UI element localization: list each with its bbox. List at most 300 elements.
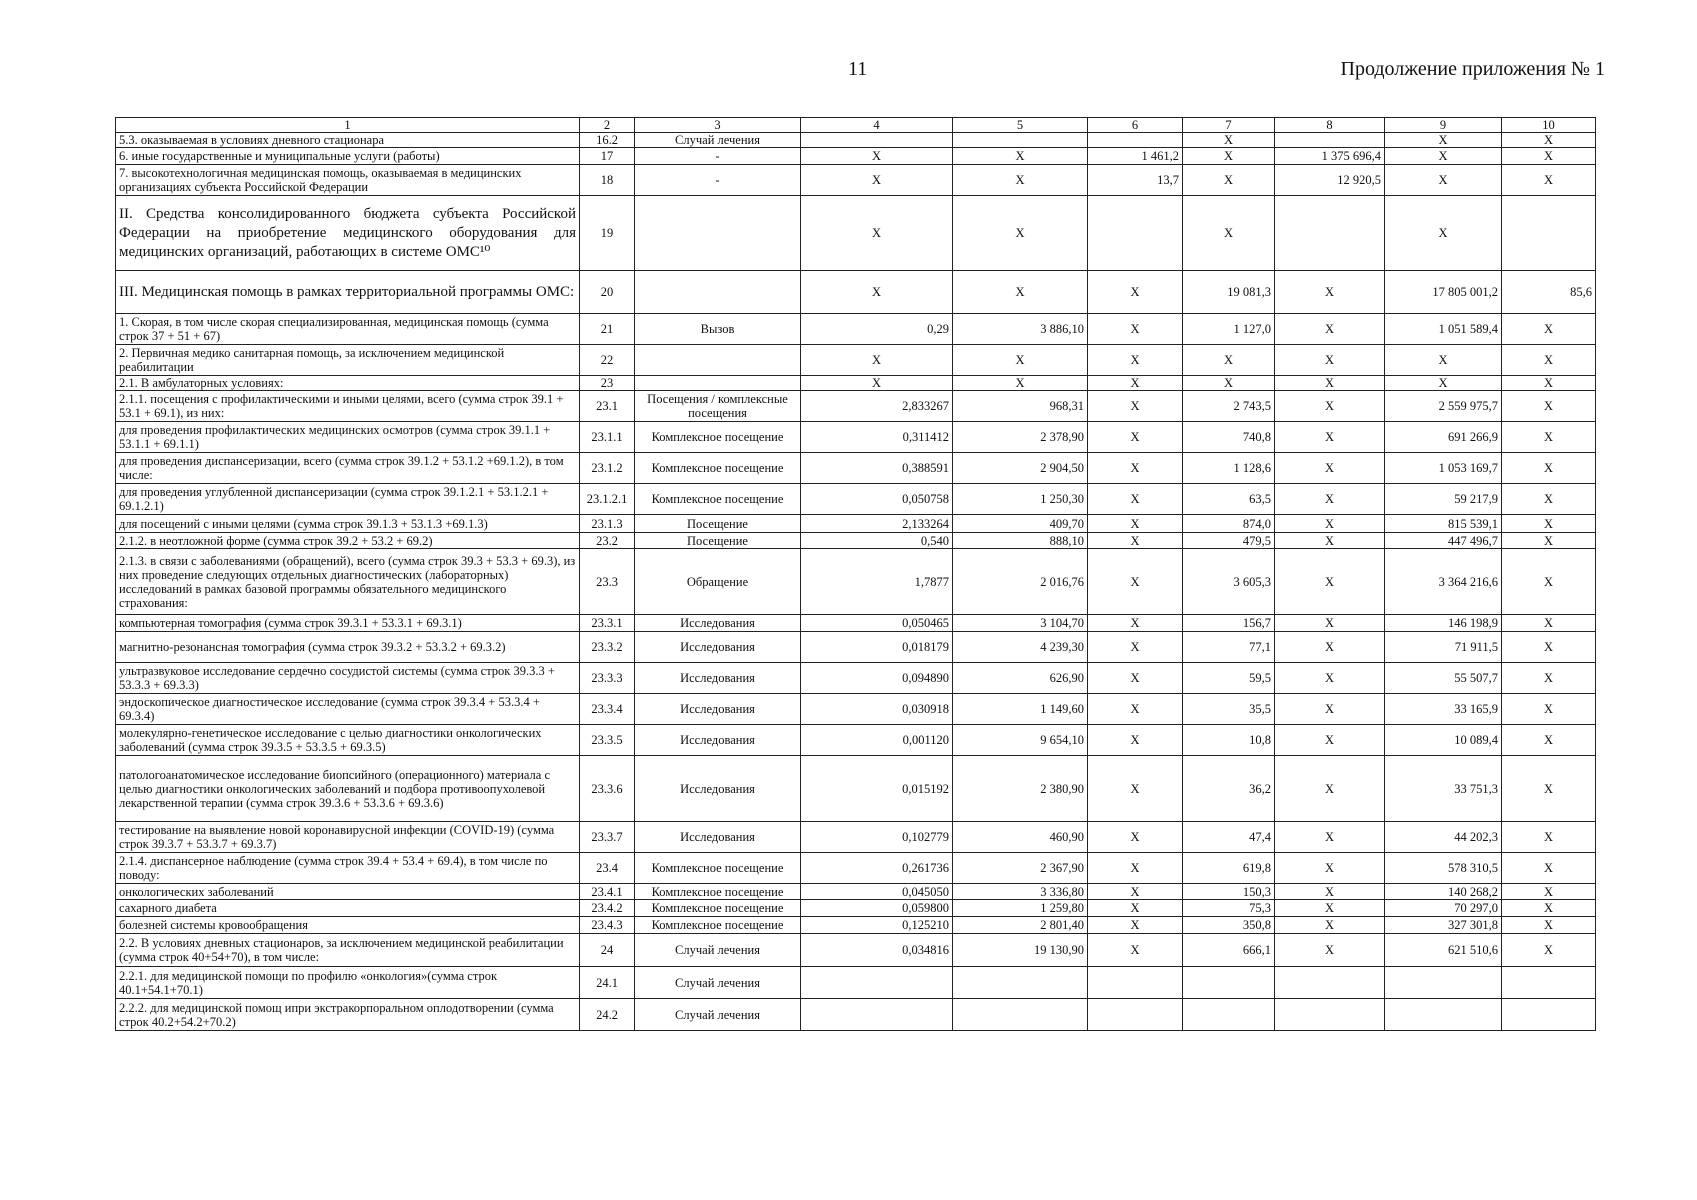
row-label-cell: патологоанатомическое исследование биопсийного (операционного) материала с целью диагностики онкологических заболеваний и подбора противоопухолевой лекарственной терапии (сумма строк 39.3.6 + 53.3.6 + 69.3.6) [116,756,580,822]
value-cell-col-6: X [1088,900,1183,917]
row-code-cell: 23 [580,376,635,391]
value-cell-col-9: 2 559 975,7 [1385,391,1502,422]
value-cell-col-4: X [801,196,953,271]
value-cell-col-7: 619,8 [1183,853,1275,884]
column-header-9: 9 [1385,118,1502,133]
value-cell-col-5: 460,90 [953,822,1088,853]
value-cell-col-7: 47,4 [1183,822,1275,853]
value-cell-col-8: X [1275,900,1385,917]
value-cell-col-4: 1,7877 [801,549,953,615]
value-cell-col-4: X [801,165,953,196]
value-cell-col-4: X [801,271,953,314]
value-cell-col-6 [1088,967,1183,999]
unit-cell: Посещение [635,515,801,533]
column-header-2: 2 [580,118,635,133]
column-header-4: 4 [801,118,953,133]
value-cell-col-10: X [1502,422,1596,453]
value-cell-col-8: X [1275,756,1385,822]
value-cell-col-6: 1 461,2 [1088,148,1183,165]
value-cell-col-5: 1 259,80 [953,900,1088,917]
row-code-cell: 22 [580,345,635,376]
value-cell-col-7 [1183,967,1275,999]
value-cell-col-9 [1385,999,1502,1031]
value-cell-col-6: X [1088,422,1183,453]
value-cell-col-4: 0,030918 [801,694,953,725]
value-cell-col-9: 1 053 169,7 [1385,453,1502,484]
value-cell-col-10: X [1502,884,1596,900]
page-number: 11 [848,58,868,80]
row-label-cell: для проведения углубленной диспансеризации (сумма строк 39.1.2.1 + 53.1.2.1 + 69.1.2.1) [116,484,580,515]
row-label-cell: ультразвуковое исследование сердечно сосудистой системы (сумма строк 39.3.3 + 53.3.3 + 69.3.3) [116,663,580,694]
value-cell-col-9 [1385,967,1502,999]
unit-cell: Комплексное посещение [635,853,801,884]
row-code-cell: 16.2 [580,133,635,148]
value-cell-col-5: 888,10 [953,533,1088,549]
value-cell-col-4: 2,133264 [801,515,953,533]
value-cell-col-8: X [1275,853,1385,884]
value-cell-col-5: 3 886,10 [953,314,1088,345]
column-header-5: 5 [953,118,1088,133]
value-cell-col-7: 479,5 [1183,533,1275,549]
row-code-cell: 23.4 [580,853,635,884]
unit-cell: Исследования [635,694,801,725]
value-cell-col-6 [1088,133,1183,148]
row-code-cell: 21 [580,314,635,345]
value-cell-col-8: X [1275,934,1385,967]
value-cell-col-9: X [1385,376,1502,391]
value-cell-col-10: X [1502,533,1596,549]
row-code-cell: 23.3.3 [580,663,635,694]
value-cell-col-6: X [1088,917,1183,934]
value-cell-col-7: 2 743,5 [1183,391,1275,422]
value-cell-col-9: X [1385,345,1502,376]
unit-cell: - [635,148,801,165]
table-row [116,615,1596,632]
table-row [116,391,1596,422]
value-cell-col-5: X [953,376,1088,391]
value-cell-col-7: 3 605,3 [1183,549,1275,615]
row-code-cell: 24.2 [580,999,635,1031]
data-table-container [115,117,1595,1031]
value-cell-col-10: X [1502,725,1596,756]
value-cell-col-4 [801,967,953,999]
value-cell-col-4: 0,050465 [801,615,953,632]
unit-cell: Случай лечения [635,934,801,967]
value-cell-col-4: 0,102779 [801,822,953,853]
value-cell-col-4: 0,29 [801,314,953,345]
value-cell-col-6: X [1088,484,1183,515]
value-cell-col-5: 2 904,50 [953,453,1088,484]
value-cell-col-9: 71 911,5 [1385,632,1502,663]
value-cell-col-7: 1 127,0 [1183,314,1275,345]
value-cell-col-5: 2 801,40 [953,917,1088,934]
row-label-cell: 5.3. оказываемая в условиях дневного стационара [116,133,580,148]
value-cell-col-6: X [1088,884,1183,900]
value-cell-col-9: X [1385,133,1502,148]
unit-cell: Исследования [635,632,801,663]
value-cell-col-4: 0,015192 [801,756,953,822]
value-cell-col-9: 327 301,8 [1385,917,1502,934]
value-cell-col-5: X [953,345,1088,376]
row-label-cell: тестирование на выявление новой коронавирусной инфекции (COVID-19) (сумма строк 39.3.7 + 53.3.7 + 69.3.7) [116,822,580,853]
value-cell-col-10: X [1502,900,1596,917]
value-cell-col-5: 2 016,76 [953,549,1088,615]
row-code-cell: 23.2 [580,533,635,549]
table-row [116,148,1596,165]
row-label-cell: 2.1.4. диспансерное наблюдение (сумма строк 39.4 + 53.4 + 69.4), в том числе по поводу: [116,853,580,884]
row-code-cell: 19 [580,196,635,271]
row-code-cell: 23.1.3 [580,515,635,533]
value-cell-col-10: X [1502,694,1596,725]
table-row [116,853,1596,884]
value-cell-col-5: 1 250,30 [953,484,1088,515]
value-cell-col-9: 3 364 216,6 [1385,549,1502,615]
value-cell-col-4 [801,133,953,148]
value-cell-col-8: X [1275,822,1385,853]
row-label-cell: компьютерная томография (сумма строк 39.3.1 + 53.3.1 + 69.3.1) [116,615,580,632]
value-cell-col-5: 1 149,60 [953,694,1088,725]
row-label-cell: 2.1.3. в связи с заболеваниями (обращений), всего (сумма строк 39.3 + 53.3 + 69.3), из них проведение следующих отдельных диагностических (лабораторных) исследований в рамках базовой программы обязательного медицинского страхования: [116,549,580,615]
unit-cell [635,271,801,314]
value-cell-col-6: X [1088,663,1183,694]
value-cell-col-10 [1502,196,1596,271]
value-cell-col-7: 77,1 [1183,632,1275,663]
value-cell-col-8 [1275,196,1385,271]
value-cell-col-8: X [1275,345,1385,376]
table-row [116,694,1596,725]
value-cell-col-7: 156,7 [1183,615,1275,632]
value-cell-col-4: 2,833267 [801,391,953,422]
value-cell-col-7: X [1183,376,1275,391]
row-code-cell: 18 [580,165,635,196]
value-cell-col-8: X [1275,725,1385,756]
value-cell-col-7: X [1183,345,1275,376]
value-cell-col-8: 1 375 696,4 [1275,148,1385,165]
value-cell-col-4: 0,094890 [801,663,953,694]
row-code-cell: 23.4.2 [580,900,635,917]
value-cell-col-9: 578 310,5 [1385,853,1502,884]
unit-cell: Комплексное посещение [635,484,801,515]
row-label-cell: для проведения диспансеризации, всего (сумма строк 39.1.2 + 53.1.2 +69.1.2), в том числе: [116,453,580,484]
unit-cell: Случай лечения [635,967,801,999]
value-cell-col-8 [1275,967,1385,999]
unit-cell: Комплексное посещение [635,917,801,934]
value-cell-col-7: X [1183,165,1275,196]
unit-cell: Обращение [635,549,801,615]
row-label-cell: для посещений с иными целями (сумма строк 39.1.3 + 53.1.3 +69.1.3) [116,515,580,533]
column-header-1: 1 [116,118,580,133]
value-cell-col-5: 3 336,80 [953,884,1088,900]
value-cell-col-6: X [1088,453,1183,484]
value-cell-col-9: 59 217,9 [1385,484,1502,515]
value-cell-col-5: 2 380,90 [953,756,1088,822]
row-code-cell: 23.3 [580,549,635,615]
table-row [116,756,1596,822]
value-cell-col-6: X [1088,314,1183,345]
value-cell-col-10: X [1502,917,1596,934]
value-cell-col-4: X [801,376,953,391]
value-cell-col-4: 0,034816 [801,934,953,967]
table-row [116,725,1596,756]
table-row [116,422,1596,453]
unit-cell: Комплексное посещение [635,900,801,917]
row-code-cell: 23.3.1 [580,615,635,632]
table-row [116,632,1596,663]
unit-cell: Исследования [635,822,801,853]
row-label-cell: онкологических заболеваний [116,884,580,900]
value-cell-col-4: 0,018179 [801,632,953,663]
table-row [116,549,1596,615]
unit-cell: Посещение [635,533,801,549]
value-cell-col-8: X [1275,422,1385,453]
value-cell-col-6: X [1088,822,1183,853]
value-cell-col-7: X [1183,196,1275,271]
value-cell-col-7: 350,8 [1183,917,1275,934]
value-cell-col-9: 815 539,1 [1385,515,1502,533]
table-row [116,133,1596,148]
value-cell-col-9: 33 751,3 [1385,756,1502,822]
unit-cell: Исследования [635,615,801,632]
column-header-row [116,118,1596,133]
value-cell-col-9: 140 268,2 [1385,884,1502,900]
row-code-cell: 23.4.1 [580,884,635,900]
value-cell-col-10: X [1502,515,1596,533]
value-cell-col-9: 70 297,0 [1385,900,1502,917]
value-cell-col-5: 409,70 [953,515,1088,533]
row-code-cell: 23.1.2.1 [580,484,635,515]
value-cell-col-4: 0,540 [801,533,953,549]
value-cell-col-8: X [1275,663,1385,694]
value-cell-col-10: X [1502,314,1596,345]
value-cell-col-5: X [953,196,1088,271]
row-code-cell: 23.3.4 [580,694,635,725]
table-body [116,133,1596,1031]
value-cell-col-8: X [1275,271,1385,314]
value-cell-col-4: 0,125210 [801,917,953,934]
value-cell-col-10 [1502,967,1596,999]
value-cell-col-5: 3 104,70 [953,615,1088,632]
value-cell-col-7 [1183,999,1275,1031]
row-code-cell: 23.1.1 [580,422,635,453]
value-cell-col-7: 19 081,3 [1183,271,1275,314]
value-cell-col-5 [953,967,1088,999]
row-label-cell: сахарного диабета [116,900,580,917]
value-cell-col-8 [1275,999,1385,1031]
value-cell-col-8: X [1275,484,1385,515]
value-cell-col-10: X [1502,484,1596,515]
value-cell-col-4: 0,388591 [801,453,953,484]
unit-cell: - [635,165,801,196]
table-row [116,376,1596,391]
row-code-cell: 17 [580,148,635,165]
value-cell-col-5: 2 367,90 [953,853,1088,884]
value-cell-col-5: X [953,271,1088,314]
value-cell-col-10: X [1502,376,1596,391]
row-label-cell: 2. Первичная медико санитарная помощь, за исключением медицинской реабилитации [116,345,580,376]
value-cell-col-8: X [1275,314,1385,345]
row-code-cell: 23.1.2 [580,453,635,484]
value-cell-col-10: X [1502,345,1596,376]
value-cell-col-10: X [1502,615,1596,632]
value-cell-col-4 [801,999,953,1031]
row-label-cell: 2.1.1. посещения с профилактическими и иными целями, всего (сумма строк 39.1 + 53.1 + 69.1), из них: [116,391,580,422]
table-row [116,196,1596,271]
value-cell-col-8: X [1275,515,1385,533]
value-cell-col-8: X [1275,884,1385,900]
value-cell-col-8: X [1275,391,1385,422]
value-cell-col-10: X [1502,663,1596,694]
row-code-cell: 23.3.5 [580,725,635,756]
value-cell-col-7: 1 128,6 [1183,453,1275,484]
value-cell-col-4: 0,045050 [801,884,953,900]
value-cell-col-4: 0,050758 [801,484,953,515]
row-label-cell: 2.1. В амбулаторных условиях: [116,376,580,391]
value-cell-col-10: X [1502,549,1596,615]
value-cell-col-10: X [1502,148,1596,165]
value-cell-col-6: X [1088,515,1183,533]
value-cell-col-10: X [1502,133,1596,148]
value-cell-col-7: 10,8 [1183,725,1275,756]
unit-cell: Посещения / комплексные посещения [635,391,801,422]
value-cell-col-7: 36,2 [1183,756,1275,822]
value-cell-col-10: X [1502,822,1596,853]
value-cell-col-8 [1275,133,1385,148]
value-cell-col-6: X [1088,549,1183,615]
row-code-cell: 23.4.3 [580,917,635,934]
value-cell-col-9: 691 266,9 [1385,422,1502,453]
row-label-cell: 6. иные государственные и муниципальные услуги (работы) [116,148,580,165]
row-label-cell: 2.2. В условиях дневных стационаров, за исключением медицинской реабилитации (сумма строк 40+54+70), в том числе: [116,934,580,967]
value-cell-col-4: X [801,345,953,376]
table-row [116,884,1596,900]
value-cell-col-5: X [953,165,1088,196]
value-cell-col-10: X [1502,165,1596,196]
value-cell-col-6 [1088,999,1183,1031]
unit-cell: Случай лечения [635,133,801,148]
value-cell-col-10 [1502,999,1596,1031]
value-cell-col-9: 447 496,7 [1385,533,1502,549]
unit-cell: Комплексное посещение [635,453,801,484]
value-cell-col-5: 968,31 [953,391,1088,422]
row-label-cell: эндоскопическое диагностическое исследование (сумма строк 39.3.4 + 53.3.4 + 69.3.4) [116,694,580,725]
unit-cell: Исследования [635,725,801,756]
row-label-cell: 2.2.1. для медицинской помощи по профилю «онкология»(сумма строк 40.1+54.1+70.1) [116,967,580,999]
value-cell-col-6: X [1088,533,1183,549]
value-cell-col-9: 1 051 589,4 [1385,314,1502,345]
value-cell-col-6: X [1088,853,1183,884]
unit-cell: Исследования [635,756,801,822]
table-row [116,917,1596,934]
value-cell-col-5: 9 654,10 [953,725,1088,756]
value-cell-col-8: X [1275,453,1385,484]
row-label-cell: 2.2.2. для медицинской помощ ипри экстракорпоральном оплодотворении (сумма строк 40.2+54.2+70.2) [116,999,580,1031]
row-code-cell: 23.3.2 [580,632,635,663]
table-row [116,934,1596,967]
value-cell-col-8: X [1275,533,1385,549]
value-cell-col-6: X [1088,345,1183,376]
value-cell-col-8: X [1275,615,1385,632]
value-cell-col-7: X [1183,148,1275,165]
value-cell-col-7: 63,5 [1183,484,1275,515]
value-cell-col-7: 59,5 [1183,663,1275,694]
value-cell-col-4: 0,311412 [801,422,953,453]
value-cell-col-7: 150,3 [1183,884,1275,900]
value-cell-col-7: X [1183,133,1275,148]
value-cell-col-7: 874,0 [1183,515,1275,533]
row-label-cell: болезней системы кровообращения [116,917,580,934]
value-cell-col-6: X [1088,934,1183,967]
row-label-cell: молекулярно-генетическое исследование с целью диагностики онкологических заболеваний (сумма строк 39.3.5 + 53.3.5 + 69.3.5) [116,725,580,756]
row-label-cell: 2.1.2. в неотложной форме (сумма строк 39.2 + 53.2 + 69.2) [116,533,580,549]
value-cell-col-9: 17 805 001,2 [1385,271,1502,314]
row-label-cell: для проведения профилактических медицинских осмотров (сумма строк 39.1.1 + 53.1.1 + 69.1.1) [116,422,580,453]
value-cell-col-6: X [1088,756,1183,822]
row-code-cell: 24 [580,934,635,967]
value-cell-col-9: X [1385,148,1502,165]
row-label-cell: III. Медицинская помощь в рамках территориальной программы ОМС: [116,271,580,314]
unit-cell: Вызов [635,314,801,345]
unit-cell [635,196,801,271]
value-cell-col-10: X [1502,632,1596,663]
value-cell-col-4: 0,059800 [801,900,953,917]
row-label-cell: II. Средства консолидированного бюджета субъекта Российской Федерации на приобретение медицинского оборудования для медицинских организаций, работающих в системе ОМС¹⁰ [116,196,580,271]
value-cell-col-6: X [1088,271,1183,314]
row-label-cell: магнитно-резонансная томография (сумма строк 39.3.2 + 53.3.2 + 69.3.2) [116,632,580,663]
value-cell-col-5: 4 239,30 [953,632,1088,663]
table-row [116,515,1596,533]
value-cell-col-6: X [1088,615,1183,632]
value-cell-col-9: 44 202,3 [1385,822,1502,853]
value-cell-col-5: 626,90 [953,663,1088,694]
row-code-cell: 23.3.7 [580,822,635,853]
value-cell-col-6: X [1088,725,1183,756]
value-cell-col-6 [1088,196,1183,271]
value-cell-col-10: X [1502,853,1596,884]
table-row [116,314,1596,345]
row-label-cell: 1. Скорая, в том числе скорая специализированная, медицинская помощь (сумма строк 37 + 51 + 67) [116,314,580,345]
value-cell-col-6: 13,7 [1088,165,1183,196]
column-header-7: 7 [1183,118,1275,133]
row-label-cell: 7. высокотехнологичная медицинская помощь, оказываемая в медицинских организациях субъекта Российской Федерации [116,165,580,196]
value-cell-col-9: 146 198,9 [1385,615,1502,632]
value-cell-col-10: X [1502,934,1596,967]
table-row [116,822,1596,853]
row-code-cell: 20 [580,271,635,314]
unit-cell: Случай лечения [635,999,801,1031]
value-cell-col-4: 0,261736 [801,853,953,884]
value-cell-col-8: X [1275,549,1385,615]
value-cell-col-10: X [1502,453,1596,484]
column-header-6: 6 [1088,118,1183,133]
row-code-cell: 23.3.6 [580,756,635,822]
value-cell-col-8: 12 920,5 [1275,165,1385,196]
value-cell-col-7: 666,1 [1183,934,1275,967]
table-row [116,663,1596,694]
value-cell-col-9: X [1385,196,1502,271]
value-cell-col-7: 740,8 [1183,422,1275,453]
value-cell-col-8: X [1275,917,1385,934]
unit-cell [635,376,801,391]
value-cell-col-4: 0,001120 [801,725,953,756]
row-code-cell: 23.1 [580,391,635,422]
column-header-8: 8 [1275,118,1385,133]
value-cell-col-8: X [1275,632,1385,663]
table-row [116,900,1596,917]
value-cell-col-6: X [1088,391,1183,422]
value-cell-col-7: 35,5 [1183,694,1275,725]
table-row [116,165,1596,196]
unit-cell: Комплексное посещение [635,884,801,900]
